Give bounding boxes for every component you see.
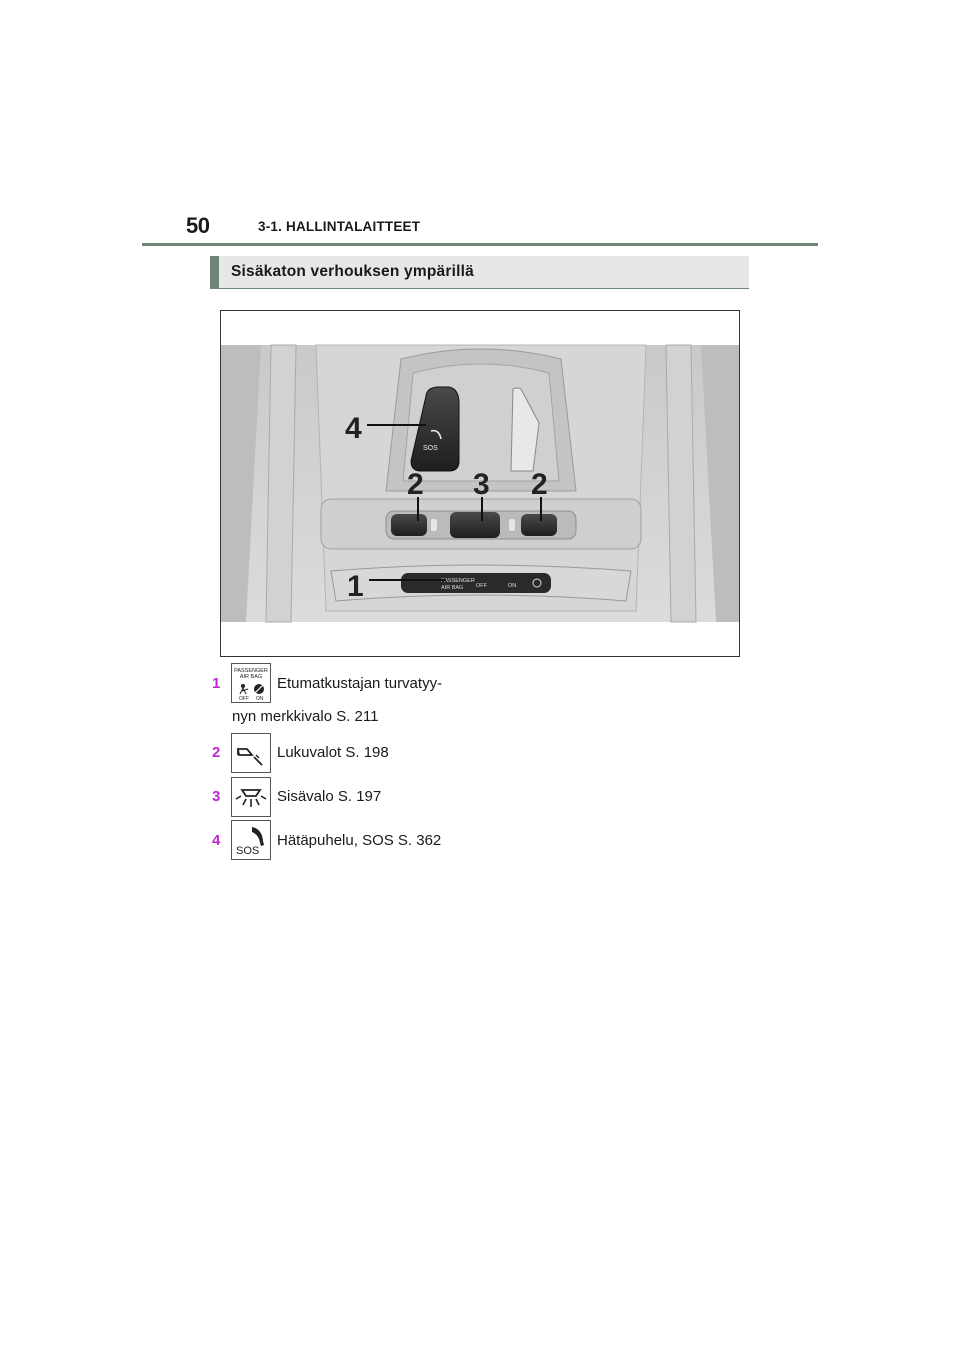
legend-text: Hätäpuhelu, SOS S. 362 [277, 832, 442, 849]
callout-1: 1 [347, 570, 364, 603]
sos-call-icon [231, 820, 271, 860]
legend-text: Lukuvalot S. 198 [277, 744, 389, 761]
callout-2-left: 2 [407, 468, 424, 501]
page-number: 50 [186, 213, 210, 238]
airbag-icon-on-text: ON [256, 696, 264, 702]
interior-light-icon [231, 777, 271, 817]
airbag-panel-on-text: ON [508, 583, 517, 589]
legend-number: 3 [212, 788, 221, 805]
callout-2-right: 2 [531, 468, 548, 501]
airbag-panel-off-text: OFF [476, 583, 487, 589]
reading-light-icon [231, 733, 271, 773]
callout-4: 4 [345, 412, 362, 445]
overhead-console-figure [220, 310, 740, 657]
section-heading [210, 256, 749, 289]
legend-text: Sisävalo S. 197 [277, 788, 382, 805]
sos-icon-text: SOS [236, 845, 260, 857]
interior-light-button [450, 512, 500, 538]
airbag-icon-off-text: OFF [239, 696, 249, 702]
header-rule [142, 243, 818, 246]
callout-3: 3 [473, 468, 490, 501]
chapter-title: 3-1. HALLINTALAITTEET [258, 219, 421, 234]
sos-button-text: SOS [423, 445, 438, 452]
airbag-panel-airbag-text: AIR BAG [441, 585, 464, 591]
reading-light-left-button [391, 514, 427, 536]
reading-light-right-button [521, 514, 557, 536]
airbag-icon-airbag-text: AIR BAG [239, 674, 263, 680]
overhead-console-illustration [221, 311, 740, 657]
airbag-panel-passenger-text: PASSENGER [441, 578, 475, 584]
legend-number: 1 [212, 675, 221, 692]
legend-text-continuation: nyn merkkivalo S. 211 [232, 708, 379, 725]
legend-text: Etumatkustajan turvatyy- [277, 675, 443, 692]
legend-number: 4 [212, 832, 221, 849]
legend-number: 2 [212, 744, 221, 761]
section-heading-text: Sisäkaton verhouksen ympärillä [231, 263, 474, 280]
airbag-icon-passenger-text: PASSENGER [234, 668, 268, 674]
passenger-airbag-indicator-icon [231, 663, 271, 703]
